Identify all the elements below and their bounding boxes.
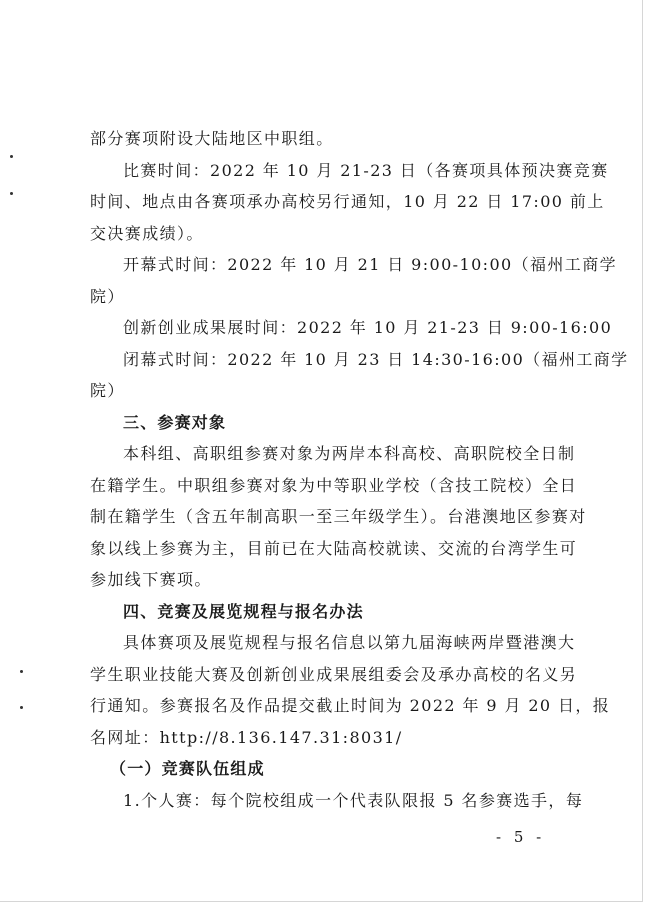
body-text-line: 象以线上参赛为主，目前已在大陆高校就读、交流的台湾学生可 [90,538,578,558]
body-text-line: 在籍学生。中职组参赛对象为中等职业学校（含技工院校）全日 [90,475,578,495]
body-text-line: 院） [90,286,125,306]
body-text-line: 制在籍学生（含五年制高职一至三年级学生）。台港澳地区参赛对 [90,507,587,526]
body-text-line: 学生职业技能大赛及创新创业成果展组委会及承办高校的名义另 [90,664,578,684]
body-text-line: 时间、地点由各赛项承办高校另行通知，10 月 22 日 17:00 前上 [90,192,605,211]
opening-ceremony-line: 开幕式时间：2022 年 10 月 21 日 9:00-10:00（福州工商学 [123,255,617,274]
registration-url-line: 名网址：http://8.136.147.31:8031/ [90,727,403,747]
scan-speck [20,706,23,709]
scan-speck [10,155,13,158]
section-heading-rules: 四、竞赛及展览规程与报名办法 [123,601,364,621]
body-text-line: 院） [90,381,125,400]
body-text-line: 本科组、高职组参赛对象为两岸本科高校、高职院校全日制 [123,444,576,463]
body-text-line: 部分赛项附设大陆地区中职组。 [90,129,334,148]
body-text-line: 交决赛成绩）。 [90,223,204,243]
scan-speck [20,670,23,673]
scan-speck [10,192,13,195]
body-text-line: 具体赛项及展览规程与报名信息以第九届海峡两岸暨港澳大 [123,633,576,652]
closing-ceremony-line: 闭幕式时间：2022 年 10 月 23 日 14:30-16:00（福州工商学 [123,349,629,369]
section-heading-participants: 三、参赛对象 [123,412,227,432]
exhibition-time-line: 创新创业成果展时间：2022 年 10 月 21-23 日 9:00-16:00 [123,318,613,337]
page-number: - 5 - [496,828,546,846]
competition-time-line: 比赛时间：2022 年 10 月 21-23 日（各赛项具体预决赛竞赛 [123,160,609,180]
document-body [90,123,629,816]
body-text-line: 参加线下赛项。 [90,570,212,589]
subsection-heading-team: （一）竞赛队伍组成 [110,759,265,778]
body-text-line: 1.个人赛：每个院校组成一个代表队限报 5 名参赛选手，每 [123,790,584,810]
body-text-line: 行通知。参赛报名及作品提交截止时间为 2022 年 9 月 20 日，报 [90,696,611,715]
